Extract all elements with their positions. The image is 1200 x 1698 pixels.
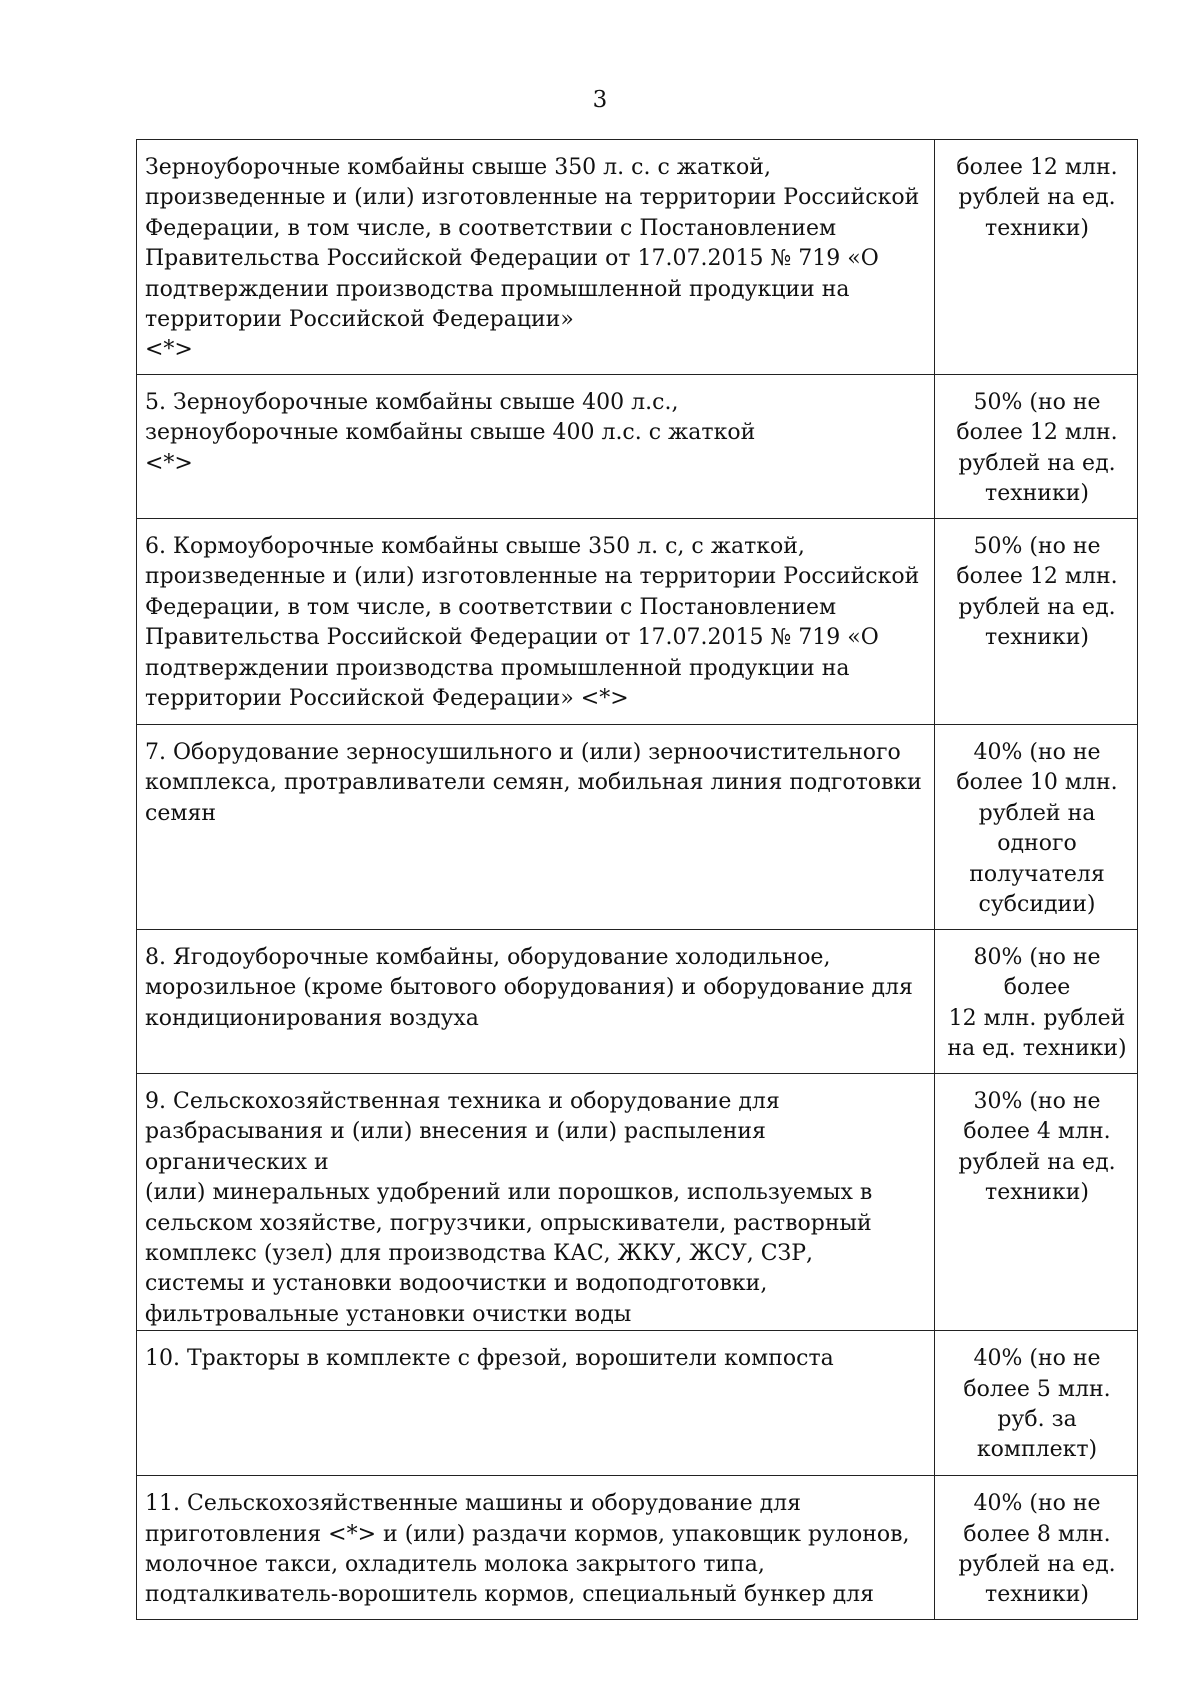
row-rate: 40% (но не более 8 млн. рублей на ед. техники) — [935, 1476, 1138, 1620]
table-row — [137, 1331, 1138, 1476]
row-description: 5. Зерноуборочные комбайны свыше 400 л.с., зерноуборочные комбайны свыше 400 л.с. с жаткой <*> — [137, 375, 935, 519]
row-rate: 40% (но не более 10 млн. рублей на одного получателя субсидии) — [935, 725, 1138, 930]
row-description: 6. Кормоуборочные комбайны свыше 350 л. с, с жаткой, произведенные и (или) изготовленные на территории Российской Федерации, в том числе, в соответствии с Постановлением Правительства Российской Федерации от 17.07.2015 № 719 «О подтверждении производства промышленной продукции на территории Российской Федерации» <*> — [137, 519, 935, 725]
row-rate: более 12 млн. рублей на ед. техники) — [935, 140, 1138, 375]
row-rate: 30% (но не более 4 млн. рублей на ед. техники) — [935, 1074, 1138, 1331]
page-number: 3 — [592, 87, 608, 113]
row-rate: 50% (но не более 12 млн. рублей на ед. техники) — [935, 519, 1138, 725]
row-description: 10. Тракторы в комплекте с фрезой, ворошители компоста — [137, 1331, 935, 1476]
row-description: 8. Ягодоуборочные комбайны, оборудование холодильное, морозильное (кроме бытового оборудования) и оборудование для кондиционирования воздуха — [137, 930, 935, 1074]
table-row — [137, 519, 1138, 725]
table-row — [137, 375, 1138, 519]
row-rate: 80% (но не более 12 млн. рублей на ед. техники) — [935, 930, 1138, 1074]
table-row — [137, 1476, 1138, 1620]
row-description: Зерноуборочные комбайны свыше 350 л. с. с жаткой, произведенные и (или) изготовленные на территории Российской Федерации, в том числе, в соответствии с Постановлением Правительства Российской Федерации от 17.07.2015 № 719 «О подтверждении производства промышленной продукции на территории Российской Федерации» <*> — [137, 140, 935, 375]
subsidy-table — [136, 139, 1138, 1620]
table-row — [137, 140, 1138, 375]
row-rate: 50% (но не более 12 млн. рублей на ед. техники) — [935, 375, 1138, 519]
row-description: 11. Сельскохозяйственные машины и оборудование для приготовления <*> и (или) раздачи кормов, упаковщик рулонов, молочное такси, охладитель молока закрытого типа, подталкиватель-ворошитель кормов, специальный бункер для — [137, 1476, 935, 1620]
table-row — [137, 930, 1138, 1074]
table-row — [137, 725, 1138, 930]
table-row — [137, 1074, 1138, 1331]
row-rate: 40% (но не более 5 млн. руб. за комплект) — [935, 1331, 1138, 1476]
row-description: 7. Оборудование зерносушильного и (или) зерноочистительного комплекса, протравливатели семян, мобильная линия подготовки семян — [137, 725, 935, 930]
row-description: 9. Сельскохозяйственная техника и оборудование для разбрасывания и (или) внесения и (или) распыления органических и (или) минеральных удобрений или порошков, используемых в сельском хозяйстве, погрузчики, опрыскиватели, растворный комплекс (узел) для производства КАС, ЖКУ, ЖСУ, СЗР, системы и установки водоочистки и водоподготовки, фильтровальные установки очистки воды — [137, 1074, 935, 1331]
